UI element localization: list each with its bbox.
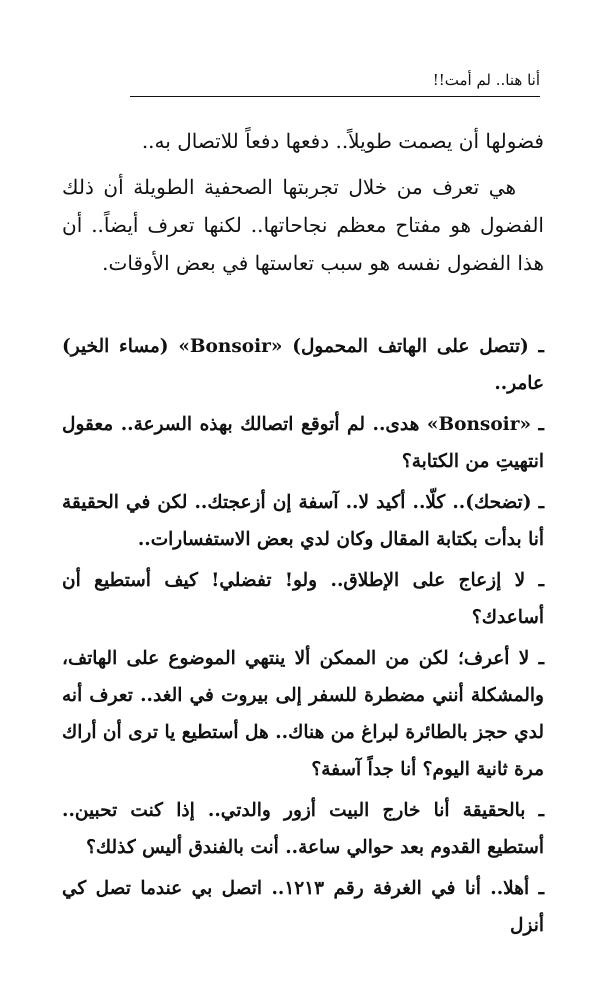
dialogue-section [62, 328, 544, 944]
narrative-section [62, 122, 544, 282]
narrative-paragraph: هي تعرف من خلال تجربتها الصحفية الطويلة أن ذلك الفضول هو مفتاح معظم نجاحاتها.. لكنها تعرف أيضاً.. أن هذا الفضول نفسه هو سبب تعاستها في بعض الأوقات. [62, 175, 544, 275]
narrative-paragraph: فضولها أن يصمت طويلاً.. دفعها دفعاً للاتصال به.. [141, 129, 544, 153]
dialogue-line: ـ (تضحك).. كلّا.. أكيد لا.. آسفة إن أزعجتك.. لكن في الحقيقة أنا بدأت بكتابة المقال وكان لدي بعض الاستفسارات.. [62, 492, 544, 550]
dialogue-line: ـ (تتصل على الهاتف المحمول) «Bonsoir» (مساء الخير) عامر.. [62, 336, 544, 394]
running-head: أنا هنا.. لم أمت!! [432, 71, 540, 89]
dialogue-line: ـ لا أعرف؛ لكن من الممكن ألا ينتهي الموضوع على الهاتف، والمشكلة أنني مضطرة للسفر إلى بيروت في الغد.. تعرف أنه لدي حجز بالطائرة لبراغ من هناك.. هل أستطيع يا ترى أن أراك مرة ثانية اليوم؟ أنا جداً آسفة؟ [62, 648, 544, 780]
dialogue-line: ـ بالحقيقة أنا خارج البيت أزور والدتي.. إذا كنت تحبين.. أستطيع القدوم بعد حوالي ساعة.. أنت بالفندق أليس كذلك؟ [62, 800, 544, 858]
header-rule [130, 96, 540, 97]
page-body [62, 122, 544, 944]
dialogue-line: ـ أهلا.. أنا في الغرفة رقم ١٢١٣.. اتصل بي عندما تصل كي أنزل [62, 878, 544, 936]
dialogue-line: ـ «Bonsoir» هدى.. لم أتوقع اتصالك بهذه السرعة.. معقول انتهيتِ من الكتابة؟ [62, 414, 544, 472]
dialogue-line: ـ لا إزعاج على الإطلاق.. ولو! تفضلي! كيف أستطيع أن أساعدك؟ [62, 570, 544, 628]
